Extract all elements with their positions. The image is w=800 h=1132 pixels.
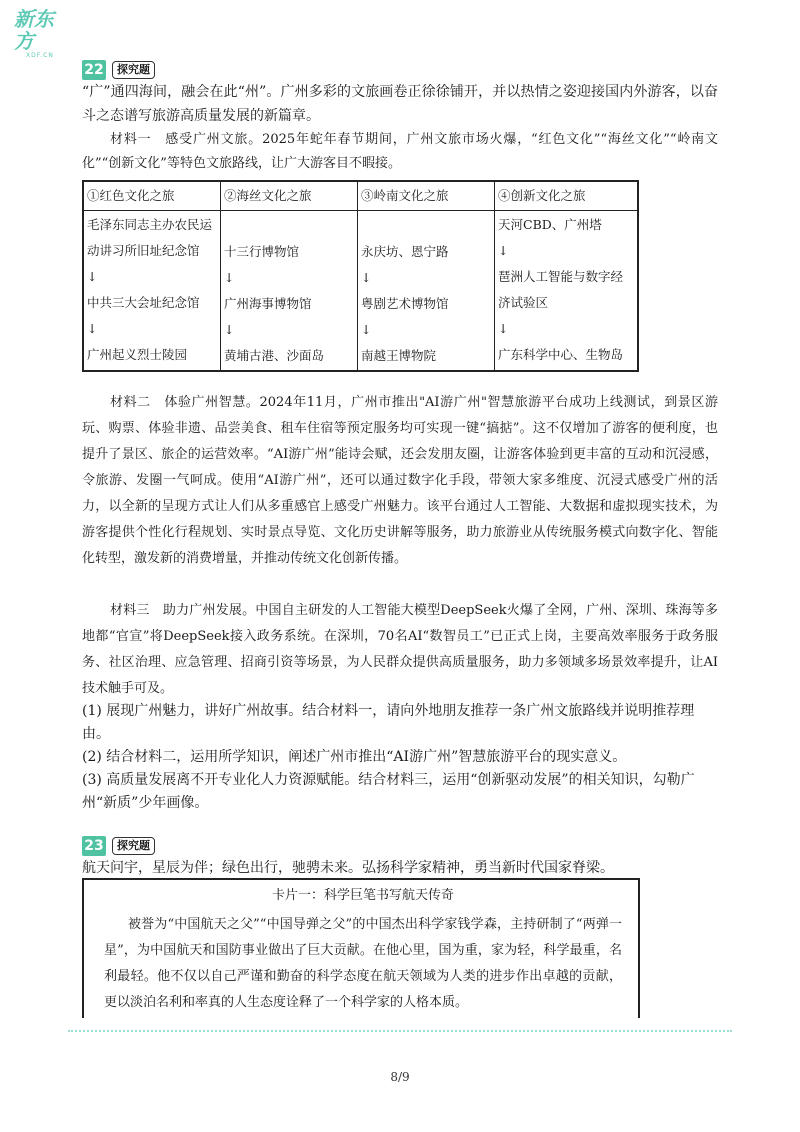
- route-stop: 中共三大会址纪念馆: [87, 295, 200, 310]
- route-stop: 广东科学中心、生物岛: [498, 347, 624, 362]
- route-stop: 广州海事博物馆: [224, 296, 312, 311]
- material-3-text: 助力广州发展。中国自主研发的人工智能大模型DeepSeek火爆了全网，广州、深圳、珠海等多地都“官宣”将DeepSeek接入政务系统。在深圳，70名AI“数智员工”已正式上岗，主要高效率服务于政务服务、社区治理、应急管理、招商引资等场景，为人民群众提供高质量服务，助力多领域多场景效率提升，让AI技术触手可及。: [82, 603, 718, 696]
- route-red-cell: [83, 211, 221, 372]
- material-3-label: 材料三: [110, 603, 150, 618]
- route-stop: 十三行博物馆: [224, 244, 300, 259]
- route-maritime-cell: [221, 211, 358, 372]
- route-lingnan-cell: [358, 211, 495, 372]
- logo-subtext: XDF.CN: [26, 52, 54, 59]
- arrow-down-icon: ↓: [361, 322, 372, 337]
- question-item: (2) 结合材料二，运用所学知识，阐述广州市推出“AI游广州”智慧旅游平台的现实意义。: [82, 749, 627, 765]
- table-header-cell: ③岭南文化之旅: [358, 181, 495, 211]
- card-one: [82, 878, 640, 1018]
- route-stop: 琶洲人工智能与数字经济试验区: [498, 269, 624, 310]
- logo-text: 新东方: [14, 7, 54, 53]
- card-text: 被誉为“中国航天之父”“中国导弹之父”的中国杰出科学家钱学森，主持研制了“两弹一星”，为中国航天和国防事业做出了巨大贡献。在他心里，国为重，家为轻，科学最重，名利最轻。他不仅以自己严谨和勤奋的科学态度在航天领域为人类的进步作出卓越的贡献，更以淡泊名利和率真的人生态度诠释了一个科学家的人格本质。: [104, 917, 622, 1010]
- q22-material-2: [82, 390, 718, 572]
- footer-divider: [68, 1030, 732, 1032]
- arrow-down-icon: ↓: [498, 243, 509, 258]
- arrow-down-icon: ↓: [224, 322, 235, 337]
- material-2-label: 材料二: [110, 395, 151, 410]
- q22-material-1: [82, 128, 718, 176]
- route-stop: 南越王博物院: [361, 348, 437, 363]
- route-stop: 粤剧艺术博物馆: [361, 296, 449, 311]
- route-stop: 天河CBD、广州塔: [498, 217, 602, 232]
- question-item: (3) 高质量发展离不开专业化人力资源赋能。结合材料三，运用“创新驱动发展”的相关知识，勾勒广州“新质”少年画像。: [82, 772, 695, 811]
- route-stop: 永庆坊、恩宁路: [361, 244, 449, 259]
- arrow-down-icon: ↓: [224, 270, 235, 285]
- route-stop: 黄埔古港、沙面岛: [224, 348, 325, 363]
- question-type-badge: 探究题: [112, 61, 155, 79]
- route-innovation-cell: [495, 211, 639, 372]
- culture-routes-table: [82, 180, 639, 372]
- question-22-header: [82, 60, 155, 80]
- brand-logo: [14, 7, 70, 59]
- q22-intro: “广”通四海间，融会在此“州”。广州多彩的文旅画卷正徐徐铺开，并以热情之姿迎接国内外游客，以奋斗之态谱写旅游高质量发展的新篇章。: [82, 84, 718, 124]
- card-title: 卡片一：科学巨笔书写航天传奇: [271, 888, 454, 903]
- q23-intro: 航天问宇，星辰为伴；绿色出行，驰骋未来。弘扬科学家精神，勇当新时代国家脊梁。: [82, 860, 614, 876]
- arrow-down-icon: ↓: [87, 269, 98, 284]
- material-1-label: 材料一: [110, 132, 152, 147]
- q22-material-3: [82, 598, 718, 702]
- route-stop: 毛泽东同志主办农民运动讲习所旧址纪念馆: [87, 217, 213, 258]
- table-header-cell: ④创新文化之旅: [495, 181, 639, 211]
- table-header-row: [83, 181, 638, 211]
- table-row: [83, 211, 638, 372]
- arrow-down-icon: ↓: [498, 321, 509, 336]
- arrow-down-icon: ↓: [361, 270, 372, 285]
- question-number: 22: [82, 60, 106, 80]
- question-23-header: [82, 836, 155, 856]
- question-item: (1) 展现广州魅力，讲好广州故事。结合材料一，请向外地朋友推荐一条广州文旅路线并说明推荐理由。: [82, 703, 695, 742]
- page-number: 8/9: [390, 1070, 410, 1084]
- material-1-text: 感受广州文旅。2025年蛇年春节期间，广州文旅市场火爆，“红色文化”“海丝文化”“岭南文化”“创新文化”等特色文旅路线，让广大游客目不暇接。: [82, 132, 718, 171]
- route-stop: 广州起义烈士陵园: [87, 347, 188, 362]
- q22-questions: [82, 700, 718, 815]
- table-header-cell: ②海丝文化之旅: [221, 181, 358, 211]
- table-header-cell: ①红色文化之旅: [83, 181, 221, 211]
- question-type-badge: 探究题: [112, 837, 155, 855]
- question-number: 23: [82, 836, 106, 856]
- material-2-text: 体验广州智慧。2024年11月，广州市推出"AI游广州"智慧旅游平台成功上线测试，到景区游玩、购票、体验非遗、品尝美食、租车住宿等预定服务均可实现一键“搞掂”。这不仅增加了游客的便利度，也提升了景区、旅企的运营效率。“AI游广州”能诗会赋，还会发朋友圈，让游客体验到更丰富的互动和沉浸感，令旅游、发圈一气呵成。使用“AI游广州”，还可以通过数字化手段，带领大家多维度、沉浸式感受广州的活力，以全新的呈现方式让人们从多重感官上感受广州魅力。该平台通过人工智能、大数据和虚拟现实技术，为游客提供个性化行程规划、实时景点导览、文化历史讲解等服务，助力旅游业从传统服务模式向数字化、智能化转型，激发新的消费增量，并推动传统文化创新传播。: [82, 395, 718, 566]
- arrow-down-icon: ↓: [87, 321, 98, 336]
